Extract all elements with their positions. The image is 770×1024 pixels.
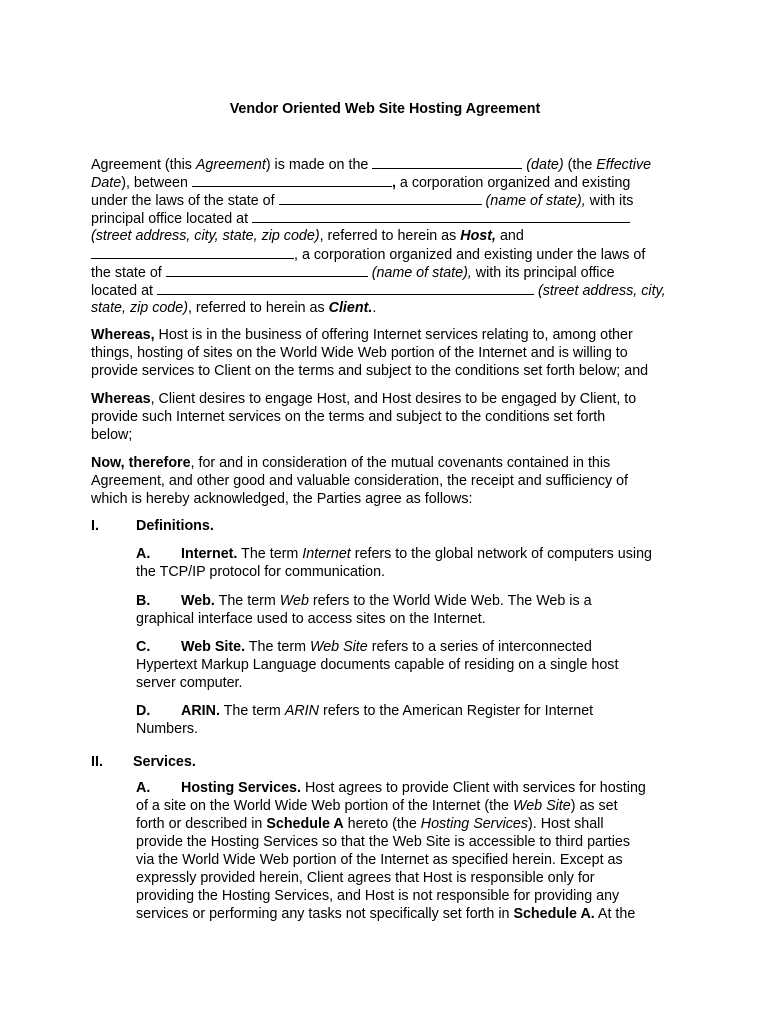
therefore-paragraph: Now, therefore, for and in consideration of the mutual covenants contained in this Agreement, and other good and valuable consideration, the receipt and sufficiency of which is hereby acknowledged, the Parties agree as follows:: [91, 455, 629, 507]
section-2-number: II.: [91, 754, 103, 770]
section-2-heading: Services.: [133, 754, 196, 770]
definition-internet: A. Internet. The term Internet refers to the global network of computers using the TCP/IP protocol for communication.: [136, 546, 652, 580]
definition-arin: D. ARIN. The term ARIN refers to the American Register for Internet Numbers.: [136, 703, 594, 737]
client-state-blank[interactable]: [166, 263, 368, 277]
definition-web: B. Web. The term Web refers to the World Wide Web. The Web is a graphical interface used to access sites on the Internet.: [136, 593, 592, 627]
whereas-paragraph-2: Whereas, Client desires to engage Host, and Host desires to be engaged by Client, to provide such Internet services on the terms and subject to the conditions set forth below;: [91, 391, 637, 443]
intro-line: , a corporation organized and existing under the laws of: [91, 245, 691, 263]
intro-line: the state of (name of state), with its principal office: [91, 265, 615, 281]
client-address-blank[interactable]: [157, 281, 534, 295]
intro-line: principal office located at: [91, 209, 691, 227]
host-address-blank[interactable]: [252, 209, 630, 223]
intro-paragraph: [91, 155, 691, 317]
document-title: Vendor Oriented Web Site Hosting Agreement: [229, 101, 541, 117]
date-blank[interactable]: [372, 155, 522, 169]
section-1-number: I.: [91, 518, 99, 534]
host-state-blank[interactable]: [279, 191, 482, 205]
intro-line: located at (street address, city,: [91, 283, 666, 299]
whereas-paragraph-1: Whereas, Host is in the business of offering Internet services relating to, among other things, hosting of sites on the World Wide Web portion of the Internet and is willing to provide services to Client on the terms and subject to the conditions set forth below; and: [91, 327, 649, 379]
intro-line: state, zip code), referred to herein as Client..: [91, 300, 377, 316]
section-1-heading: Definitions.: [136, 518, 214, 534]
definition-web-site: C. Web Site. The term Web Site refers to a series of interconnected Hypertext Markup Language documents capable of residing on a single host server computer.: [136, 639, 619, 691]
hosting-services-clause: A. Hosting Services. Host agrees to provide Client with services for hosting of a site on the World Wide Web portion of the Internet (the Web Site) as set forth or described in Schedule A hereto (the Hosting Services). Host shall provide the Hosting Services so that the Web Site is accessible to third parties via the World Wide Web portion of the Internet as specified herein. Except as expressly provided herein, Client agrees that Host is responsible only for providing the Hosting Services, and Host is not responsible for providing any services or performing any tasks not specifically set forth in Schedule A. At the: [136, 780, 646, 922]
client-name-blank[interactable]: [91, 245, 294, 259]
host-name-blank[interactable]: [192, 173, 392, 187]
intro-line: under the laws of the state of (name of state), with its: [91, 193, 634, 209]
intro-line: Date), between , a corporation organized and existing: [91, 175, 631, 191]
intro-line: (street address, city, state, zip code), referred to herein as Host, and: [91, 228, 524, 244]
intro-line: Agreement (this Agreement) is made on the (date) (the Effective: [91, 157, 652, 173]
